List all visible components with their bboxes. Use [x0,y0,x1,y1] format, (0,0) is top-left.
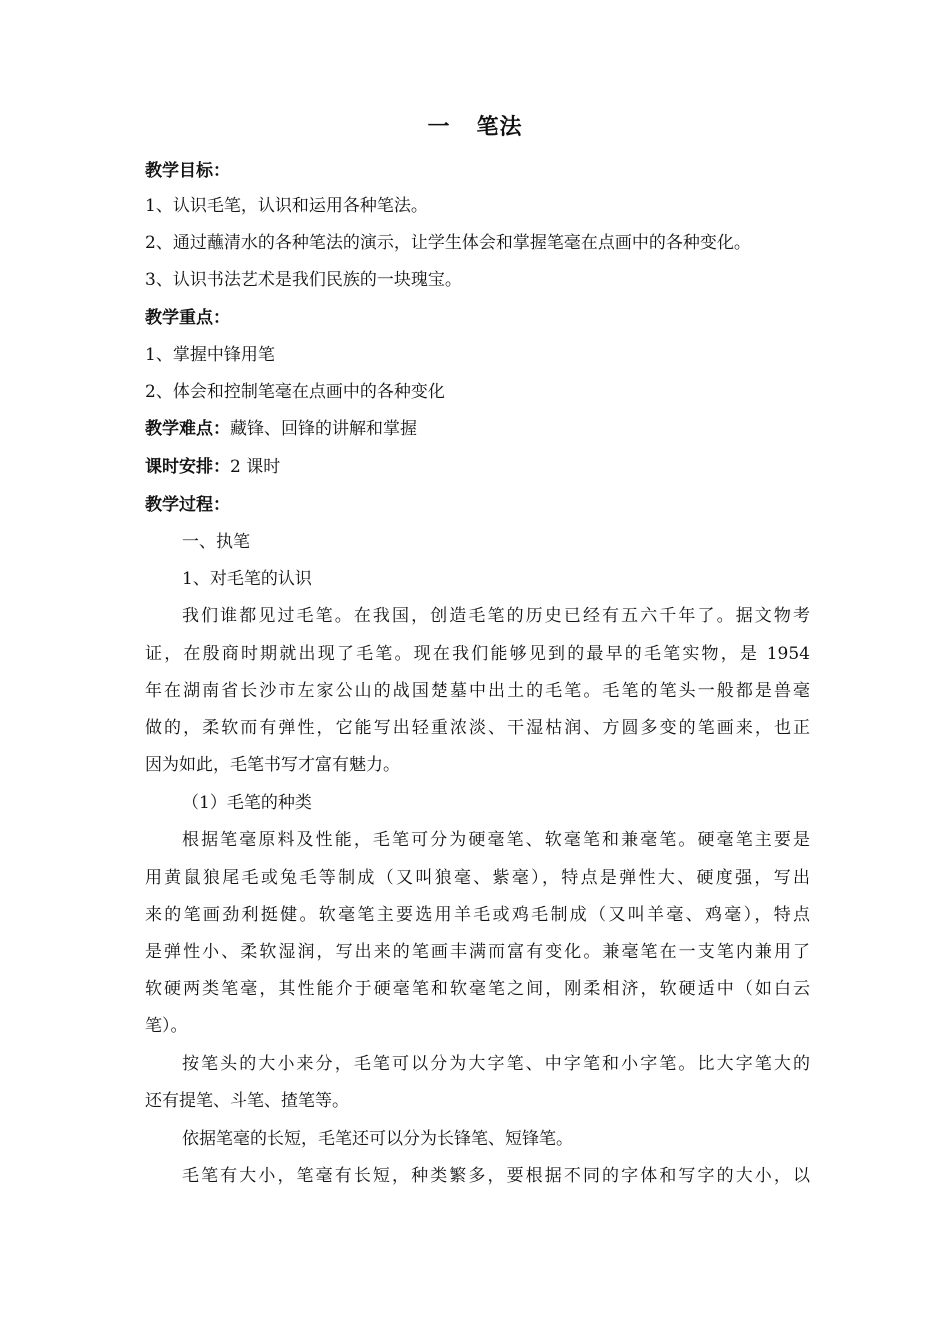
process-heading: 教学过程： [145,495,230,515]
paragraph-line: 来的笔画劲利挺健。软毫笔主要选用羊毛或鸡毛制成（又叫羊毫、鸡毫），特点 [145,905,810,925]
paragraph-line: 用黄鼠狼尾毛或兔毛等制成（又叫狼毫、紫毫），特点是弹性大、硬度强，写出 [145,868,810,888]
key-point-item: 1、掌握中锋用笔 [145,345,275,365]
paragraph-line: 软硬两类笔毫，其性能介于硬毫笔和软毫笔之间，刚柔相济，软硬适中（如白云 [145,979,810,999]
goals-heading: 教学目标： [145,161,230,181]
goal-item: 1、认识毛笔，认识和运用各种笔法。 [145,196,428,216]
key-points-heading: 教学重点： [145,308,230,328]
paragraph-line: 毛笔有大小，笔毫有长短，种类繁多，要根据不同的字体和写字的大小，以 [182,1166,810,1186]
key-point-item: 2、体会和控制笔毫在点画中的各种变化 [145,382,445,402]
paragraph-line: 根据笔毫原料及性能，毛笔可分为硬毫笔、软毫笔和兼毫笔。硬毫笔主要是 [182,830,810,850]
difficulty-line [145,418,810,440]
subsection-heading: 1、对毛笔的认识 [182,569,312,589]
paragraph-line: 证，在殷商时期就出现了毛笔。现在我们能够见到的最早的毛笔实物，是 1954 [145,644,810,664]
paragraph-line: 笔）。 [145,1016,188,1036]
page-title: 一 笔法 [427,115,523,140]
goal-item: 3、认识书法艺术是我们民族的一块瑰宝。 [145,270,462,290]
difficulty-text: 藏锋、回锋的讲解和掌握 [230,419,417,439]
goal-item: 2、通过蘸清水的各种笔法的演示，让学生体会和掌握笔毫在点画中的各种变化。 [145,233,751,253]
paragraph-line: 因为如此，毛笔书写才富有魅力。 [145,755,400,775]
paragraph-line: 是弹性小、柔软湿润，写出来的笔画丰满而富有变化。兼毫笔在一支笔内兼用了 [145,942,810,962]
paragraph-line: 年在湖南省长沙市左家公山的战国楚墓中出土的毛笔。毛笔的笔头一般都是兽毫 [145,681,810,701]
paragraph-line: 依据笔毫的长短，毛笔还可以分为长锋笔、短锋笔。 [182,1129,573,1149]
paragraph-line: 我们谁都见过毛笔。在我国，创造毛笔的历史已经有五六千年了。据文物考 [182,606,810,626]
schedule-line [145,456,810,478]
difficulty-label: 教学难点： [145,419,230,439]
paragraph-line: 还有提笔、斗笔、揸笔等。 [145,1091,349,1111]
schedule-label: 课时安排： [145,457,230,477]
subsection-heading: （1）毛笔的种类 [182,793,312,813]
schedule-text: 2 课时 [230,457,281,477]
paragraph-line: 做的，柔软而有弹性，它能写出轻重浓淡、干湿枯润、方圆多变的笔画来，也正 [145,718,810,738]
section-heading: 一、执笔 [182,532,250,552]
paragraph-line: 按笔头的大小来分，毛笔可以分为大字笔、中字笔和小字笔。比大字笔大的 [182,1054,810,1074]
